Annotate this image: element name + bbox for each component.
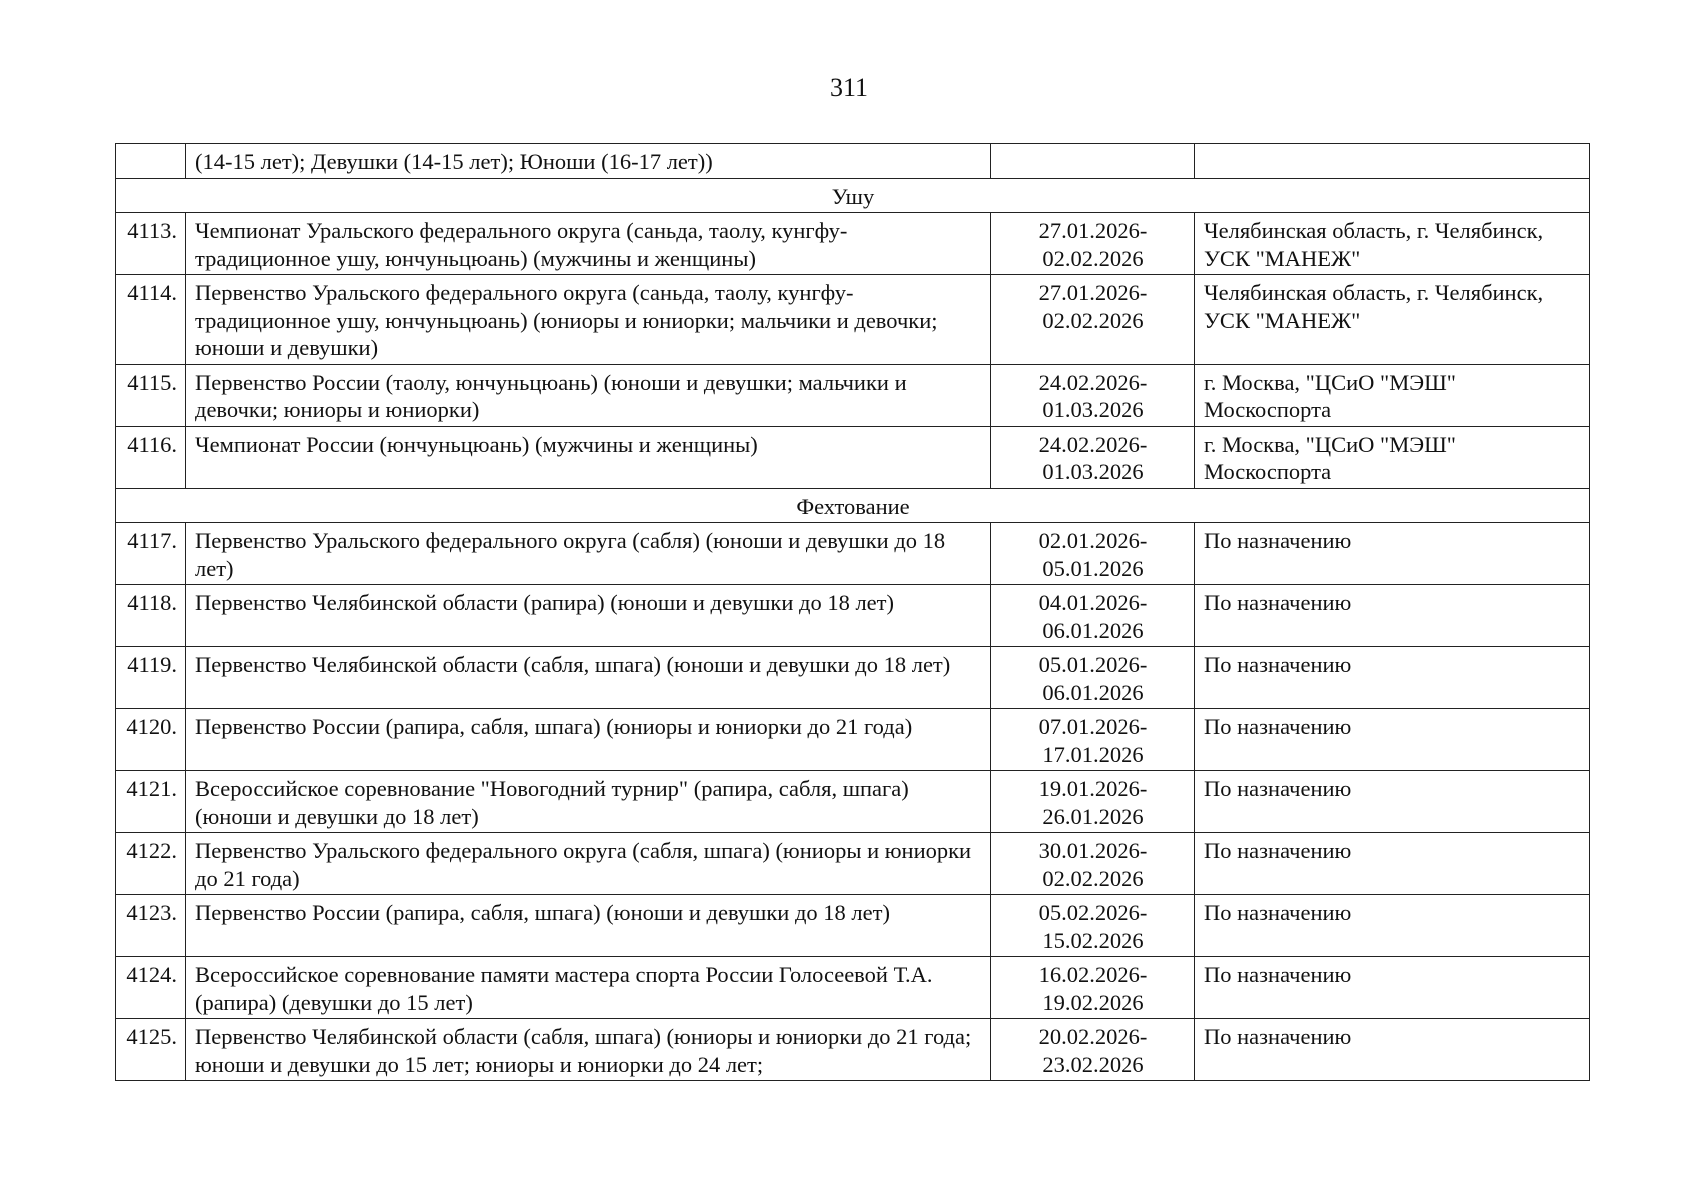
continuation-row bbox=[116, 144, 1590, 179]
event-name: Чемпионат Уральского федерального округа (саньда, таолу, кунгфу-традиционное ушу, юнчуньцюань) (мужчины и женщины) bbox=[186, 213, 991, 275]
date-end: 23.02.2026 bbox=[1042, 1051, 1144, 1077]
row-number: 4118. bbox=[116, 585, 186, 647]
date-start: 20.02.2026- bbox=[1038, 1024, 1148, 1049]
event-place bbox=[1195, 144, 1590, 179]
event-place: По назначению bbox=[1195, 709, 1590, 771]
event-dates bbox=[991, 1019, 1195, 1081]
event-dates bbox=[991, 275, 1195, 365]
date-start: 16.02.2026- bbox=[1038, 962, 1148, 987]
event-dates bbox=[991, 585, 1195, 647]
row-number: 4122. bbox=[116, 833, 186, 895]
event-place: г. Москва, "ЦСиО "МЭШ" Москоспорта bbox=[1195, 364, 1590, 426]
table-body bbox=[116, 144, 1590, 1081]
date-end: 01.03.2026 bbox=[1042, 397, 1144, 422]
event-dates bbox=[991, 709, 1195, 771]
date-end: 06.01.2026 bbox=[1042, 617, 1144, 643]
event-name: Чемпионат России (юнчуньцюань) (мужчины и женщины) bbox=[186, 426, 991, 488]
event-name: Первенство России (рапира, сабля, шпага) (юноши и девушки до 18 лет) bbox=[186, 895, 991, 957]
event-place: Челябинская область, г. Челябинск, УСК "МАНЕЖ" bbox=[1195, 275, 1590, 365]
date-end: 19.02.2026 bbox=[1042, 989, 1144, 1015]
row-number: 4120. bbox=[116, 709, 186, 771]
table-row bbox=[116, 771, 1590, 833]
date-start: 07.01.2026- bbox=[1038, 714, 1148, 739]
table-row bbox=[116, 895, 1590, 957]
row-number: 4113. bbox=[116, 213, 186, 275]
event-place: По назначению bbox=[1195, 833, 1590, 895]
event-place: По назначению bbox=[1195, 1019, 1590, 1081]
event-dates bbox=[991, 523, 1195, 585]
row-number: 4124. bbox=[116, 957, 186, 1019]
date-end: 26.01.2026 bbox=[1042, 803, 1144, 829]
event-dates bbox=[991, 213, 1195, 275]
table-row bbox=[116, 957, 1590, 1019]
event-name: Первенство Челябинской области (сабля, шпага) (юниоры и юниорки до 21 года; юноши и девушки до 15 лет; юниоры и юниорки до 24 лет; bbox=[186, 1019, 991, 1081]
table-row bbox=[116, 523, 1590, 585]
date-start: 30.01.2026- bbox=[1038, 838, 1148, 863]
date-end: 05.01.2026 bbox=[1042, 555, 1144, 581]
date-start: 24.02.2026- bbox=[1038, 431, 1148, 457]
date-end: 06.01.2026 bbox=[1042, 679, 1144, 705]
table-row bbox=[116, 364, 1590, 426]
event-name: Всероссийское соревнование "Новогодний турнир" (рапира, сабля, шпага) (юноши и девушки до 18 лет) bbox=[186, 771, 991, 833]
date-start: 27.01.2026- bbox=[1038, 280, 1148, 305]
row-number: 4117. bbox=[116, 523, 186, 585]
event-name: Первенство Челябинской области (рапира) (юноши и девушки до 18 лет) bbox=[186, 585, 991, 647]
section-row bbox=[116, 178, 1590, 213]
date-end: 02.02.2026 bbox=[1042, 245, 1144, 271]
date-end: 01.03.2026 bbox=[1042, 459, 1144, 484]
event-place: По назначению bbox=[1195, 895, 1590, 957]
event-name: (14-15 лет); Девушки (14-15 лет); Юноши (16-17 лет)) bbox=[186, 144, 991, 179]
event-dates bbox=[991, 833, 1195, 895]
event-dates bbox=[991, 144, 1195, 179]
page-number: 311 bbox=[829, 73, 869, 102]
date-start: 04.01.2026- bbox=[1038, 590, 1148, 615]
event-dates bbox=[991, 426, 1195, 488]
section-row bbox=[116, 488, 1590, 523]
event-place: г. Москва, "ЦСиО "МЭШ" Москоспорта bbox=[1195, 426, 1590, 488]
section-title: Фехтование bbox=[116, 488, 1590, 523]
event-name: Первенство Уральского федерального округа (саньда, таолу, кунгфу-традиционное ушу, юнчуньцюань) (юниоры и юниорки; мальчики и девочки; юноши и девушки) bbox=[186, 275, 991, 365]
date-start: 27.01.2026- bbox=[1038, 218, 1148, 243]
table-row bbox=[116, 833, 1590, 895]
table-row bbox=[116, 426, 1590, 488]
competition-table bbox=[115, 143, 1590, 1081]
date-end: 17.01.2026 bbox=[1042, 741, 1144, 767]
row-number: 4119. bbox=[116, 647, 186, 709]
date-end: 02.02.2026 bbox=[1042, 307, 1144, 333]
event-place: По назначению bbox=[1195, 585, 1590, 647]
row-number: 4114. bbox=[116, 275, 186, 365]
row-number: 4115. bbox=[116, 364, 186, 426]
table-row bbox=[116, 709, 1590, 771]
event-name: Первенство Уральского федерального округа (сабля) (юноши и девушки до 18 лет) bbox=[186, 523, 991, 585]
section-title: Ушу bbox=[116, 178, 1590, 213]
date-end: 15.02.2026 bbox=[1042, 927, 1144, 953]
table-row bbox=[116, 275, 1590, 365]
event-place: По назначению bbox=[1195, 523, 1590, 585]
event-dates bbox=[991, 957, 1195, 1019]
event-place: По назначению bbox=[1195, 957, 1590, 1019]
table-row bbox=[116, 585, 1590, 647]
event-place: По назначению bbox=[1195, 771, 1590, 833]
event-dates bbox=[991, 895, 1195, 957]
row-number: 4121. bbox=[116, 771, 186, 833]
date-end: 02.02.2026 bbox=[1042, 865, 1144, 891]
date-start: 24.02.2026- bbox=[1038, 369, 1148, 395]
date-start: 19.01.2026- bbox=[1038, 776, 1148, 801]
event-name: Первенство России (таолу, юнчуньцюань) (юноши и девушки; мальчики и девочки; юниоры и юниорки) bbox=[186, 364, 991, 426]
date-start: 02.01.2026- bbox=[1038, 528, 1148, 553]
row-number: 4125. bbox=[116, 1019, 186, 1081]
date-start: 05.01.2026- bbox=[1038, 652, 1148, 677]
event-dates bbox=[991, 364, 1195, 426]
date-start: 05.02.2026- bbox=[1038, 900, 1148, 925]
row-number: 4116. bbox=[116, 426, 186, 488]
event-name: Первенство России (рапира, сабля, шпага) (юниоры и юниорки до 21 года) bbox=[186, 709, 991, 771]
event-place: Челябинская область, г. Челябинск, УСК "МАНЕЖ" bbox=[1195, 213, 1590, 275]
event-name: Всероссийское соревнование памяти мастера спорта России Голосеевой Т.А. (рапира) (девушки до 15 лет) bbox=[186, 957, 991, 1019]
event-dates bbox=[991, 647, 1195, 709]
event-dates bbox=[991, 771, 1195, 833]
table-row bbox=[116, 647, 1590, 709]
table-row bbox=[116, 213, 1590, 275]
table-row bbox=[116, 1019, 1590, 1081]
event-name: Первенство Челябинской области (сабля, шпага) (юноши и девушки до 18 лет) bbox=[186, 647, 991, 709]
event-name: Первенство Уральского федерального округа (сабля, шпага) (юниоры и юниорки до 21 года) bbox=[186, 833, 991, 895]
row-number bbox=[116, 144, 186, 179]
row-number: 4123. bbox=[116, 895, 186, 957]
event-place: По назначению bbox=[1195, 647, 1590, 709]
